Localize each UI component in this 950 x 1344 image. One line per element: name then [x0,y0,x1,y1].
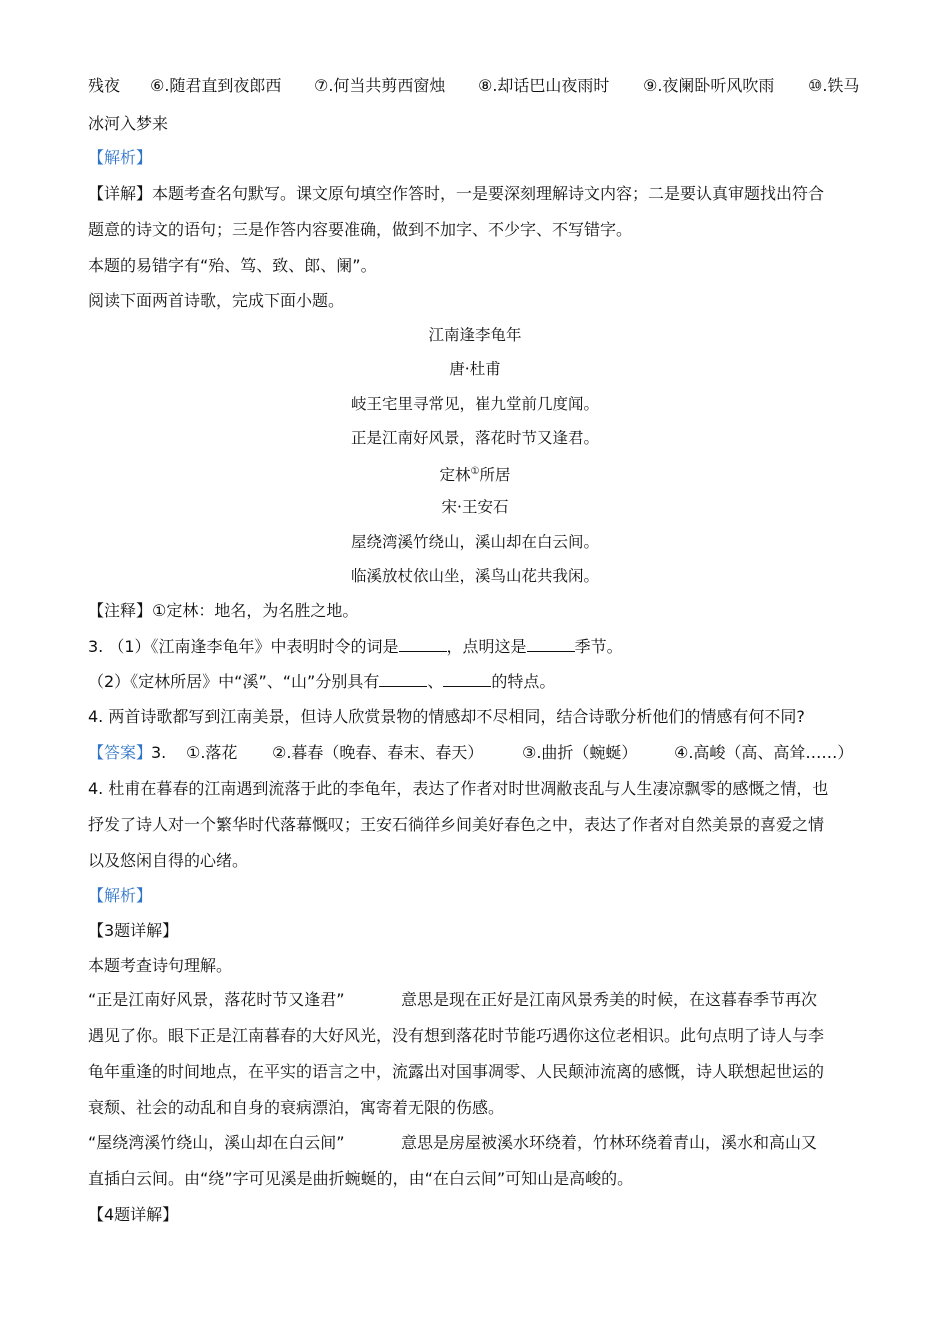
poem2-author: 宋·王安石 [441,498,509,516]
answer-label: 【答案】 [88,743,153,762]
answer-q4-line: 4. 杜甫在暮春的江南遇到流落于此的李龟年，表达了作者对时世凋敝丧乱与人生凄凉飘零的感慨之情，也 [88,779,829,798]
poem2-line: 屋绕湾溪竹绕山，溪山却在白云间。 [350,533,599,551]
question-text: ，点明这是 [446,637,527,656]
answer-item: ⑨.夜阑卧听风吹雨 [643,76,775,95]
footnote-marker: ① [470,466,480,477]
poem1-line: 正是江南好风景，落花时节又逢君。 [350,429,599,447]
question-text: 3. （1）《江南逢李龟年》中表明时令的词是 [88,637,399,656]
poem1-author: 唐·杜甫 [449,360,501,378]
question-text: （2）《定林所居》中“溪”、“山”分别具有 [88,672,380,691]
answer-q4-line: 以及悠闲自得的心绪。 [88,851,249,870]
quoted-verse: “屋绕湾溪竹绕山，溪山却在白云间” [88,1133,345,1152]
question-4: 4. 两首诗歌都写到江南美景，但诗人欣赏景物的情感却不尽相同，结合诗歌分析他们的情感有何不同? [88,707,805,726]
poem-note: 【注释】①定林：地名，为名胜之地。 [88,601,359,620]
poem2-title [0,461,950,486]
explanation-line: 遇见了你。眼下正是江南暮春的大好风光，没有想到落花时节能巧遇你这位老相识。此句点明了诗人与李 [88,1026,825,1045]
answer-item: ④.高峻（高、高耸……） [674,743,854,762]
q3-detail-heading: 【3题详解】 [88,921,179,940]
typo-note: 本题的易错字有“殆、笃、致、郎、阑”。 [88,256,377,275]
answer-number: 3. [151,743,167,762]
q4-detail-heading: 【4题详解】 [88,1205,179,1224]
explanation-line: 衰颓、社会的动乱和自身的衰病漂泊，寓寄着无限的伤感。 [88,1098,505,1117]
explanation-text: 意思是现在正好是江南风景秀美的时候，在这暮春季节再次 [401,990,818,1009]
poem2-line: 临溪放杖依山坐，溪鸟山花共我闲。 [350,567,599,585]
explanation-line: 直插白云间。由“绕”字可见溪是曲折蜿蜒的，由“在白云间”可知山是高峻的。 [88,1169,634,1188]
analysis-label: 【解析】 [88,148,153,167]
question-3-part1 [88,635,623,658]
question-text: 的特点。 [491,672,556,691]
explanation-text: 意思是房屋被溪水环绕着，竹林环绕着青山，溪水和高山又 [401,1133,818,1152]
answer-blank [379,670,427,687]
answer-item: ⑥.随君直到夜郎西 [150,76,282,95]
answer-continuation: 冰河入梦来 [88,114,169,133]
quoted-verse: “正是江南好风景，落花时节又逢君” [88,990,345,1009]
question-3-part2 [88,670,555,693]
answer-item: ①.落花 [186,743,238,762]
answer-item: 残夜 [88,76,121,95]
reading-instruction: 阅读下面两首诗歌，完成下面小题。 [88,291,345,310]
answer-item: ⑦.何当共剪西窗烛 [314,76,446,95]
question-text: 、 [427,672,444,691]
poem1-line: 岐王宅里寻常见，崔九堂前几度闻。 [350,395,599,413]
analysis-label: 【解析】 [88,886,153,905]
answer-item: ③.曲折（蜿蜒） [522,743,638,762]
answer-item: ⑩.铁马 [808,76,860,95]
answer-item: ②.暮春（晚春、春末、春天） [272,743,484,762]
q3-intro: 本题考查诗句理解。 [88,956,233,975]
answer-blank [399,635,447,652]
detail-paragraph-line: 题意的诗文的语句；三是作答内容要准确，做到不加字、不少字、不写错字。 [88,220,633,239]
answer-blank [443,670,491,687]
explanation-line: 龟年重逢的时间地点，在平实的语言之中，流露出对国事凋零、人民颠沛流离的感慨，诗人联想起世运的 [88,1062,825,1081]
answer-blank [527,635,575,652]
answer-item: ⑧.却话巴山夜雨时 [478,76,610,95]
question-text: 季节。 [574,637,623,656]
poem2-title-part: 所居 [479,466,511,485]
poem1-title: 江南逢李龟年 [428,326,522,344]
poem2-title-part: 定林 [439,466,471,485]
answer-q4-line: 抒发了诗人对一个繁华时代落幕慨叹；王安石徜徉乡间美好春色之中，表达了作者对自然美景的喜爱之情 [88,815,825,834]
detail-paragraph-line: 【详解】本题考查名句默写。课文原句填空作答时，一是要深刻理解诗文内容；二是要认真审题找出符合 [88,184,825,203]
